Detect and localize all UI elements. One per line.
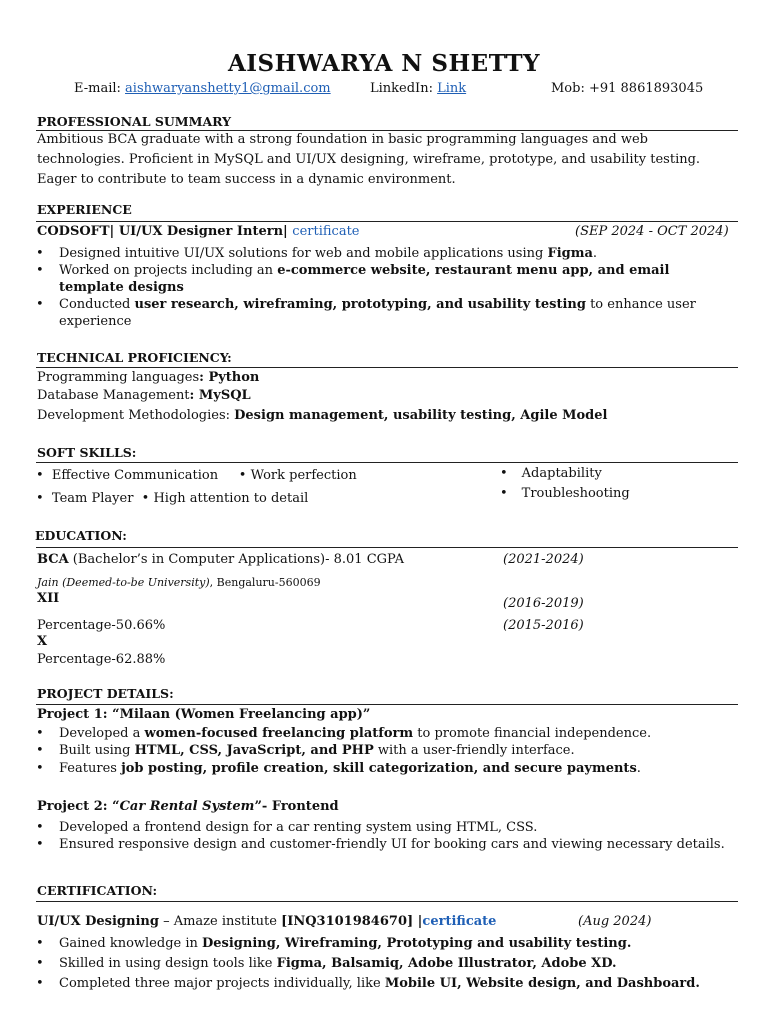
soft-skills-heading: SOFT SKILLS:: [37, 445, 137, 460]
education-xii-dates: (2016-2019): [503, 596, 584, 611]
experience-role: [37, 223, 360, 240]
certification-dates: (Aug 2024): [578, 914, 652, 929]
experience-bullet: • Conducted user research, wireframing, prototyping, and usability testing to enhance user experience: [36, 297, 696, 329]
experience-role-title: CODSOFT| UI/UX Designer Intern|: [37, 224, 293, 239]
summary-heading: PROFESSIONAL SUMMARY: [37, 114, 232, 129]
candidate-name: AISHWARYA N SHETTY: [227, 50, 541, 77]
soft-skills-row: • Team Player • High attention to detail: [36, 491, 309, 506]
soft-skill-item: • Adaptability: [500, 466, 602, 481]
certification-bullet: • Completed three major projects individually, like Mobile UI, Website design, and Dashboard.: [36, 976, 700, 991]
project-2-bullet: • Developed a frontend design for a car renting system using HTML, CSS.: [36, 820, 538, 835]
project-2-bullet: • Ensured responsive design and customer-friendly UI for booking cars and viewing necessary details.: [36, 837, 725, 852]
education-bca: BCA (Bachelor’s in Computer Applications)- 8.01 CGPA: [37, 552, 404, 567]
certification-certificate-link[interactable]: certificate: [422, 914, 497, 929]
education-x-dates: (2015-2016): [503, 618, 584, 633]
education-x-percentage: Percentage-62.88%: [37, 652, 166, 667]
linkedin-label: LinkedIn:: [370, 81, 438, 96]
tech-database: Database Management: MySQL: [37, 388, 251, 403]
soft-skills-divider: [36, 462, 738, 463]
certification-bullet: • Gained knowledge in Designing, Wireframing, Prototyping and usability testing.: [36, 936, 632, 951]
certification-divider: [36, 901, 738, 902]
email-link[interactable]: aishwaryanshetty1@gmail.com: [125, 81, 331, 96]
project-1-title: Project 1: “Milaan (Women Freelancing app)”: [37, 707, 371, 722]
projects-heading: PROJECT DETAILS:: [37, 686, 174, 701]
mobile-number: Mob: +91 8861893045: [551, 81, 704, 96]
soft-skill-item: • Troubleshooting: [500, 486, 630, 501]
certification-bullet: • Skilled in using design tools like Figma, Balsamiq, Adobe Illustrator, Adobe XD.: [36, 956, 617, 971]
email-line: [74, 80, 331, 97]
soft-skills-row: • Effective Communication • Work perfection: [36, 468, 357, 483]
certification-title: UI/UX Designing – Amaze institute [INQ3101984670] |certificate: [37, 914, 497, 929]
experience-divider: [36, 221, 738, 222]
summary-text: Ambitious BCA graduate with a strong foundation in basic programming languages and web technologies. Proficient in MySQL and UI/UX designing, wireframe, prototype, and usability testing. Eager to contribute to team success in a dynamic environment.: [37, 132, 701, 187]
education-university: Jain (Deemed-to-be University), Bengaluru-560069: [37, 576, 321, 589]
education-divider: [36, 547, 738, 548]
linkedin-link[interactable]: Link: [437, 81, 467, 96]
education-xii-percentage: Percentage-50.66%: [37, 618, 166, 633]
experience-bullet: • Designed intuitive UI/UX solutions for web and mobile applications using Figma.: [36, 246, 598, 261]
linkedin-line: [370, 80, 466, 97]
education-xii: XII: [37, 591, 60, 606]
project-2-title: Project 2: “Car Rental System”- Frontend: [37, 799, 339, 814]
certification-heading: CERTIFICATION:: [37, 883, 158, 898]
technical-heading: TECHNICAL PROFICIENCY:: [37, 350, 232, 365]
project-1-bullet: • Built using HTML, CSS, JavaScript, and PHP with a user-friendly interface.: [36, 743, 575, 758]
tech-programming: Programming languages: Python: [37, 370, 260, 385]
project-1-bullet: • Developed a women-focused freelancing platform to promote financial independence.: [36, 726, 652, 741]
education-heading: EDUCATION:: [35, 528, 127, 543]
technical-divider: [36, 367, 738, 368]
experience-dates: (SEP 2024 - OCT 2024): [575, 224, 729, 239]
experience-certificate-link[interactable]: certificate: [292, 224, 360, 239]
education-x: X: [37, 634, 48, 649]
experience-heading: EXPERIENCE: [37, 202, 132, 217]
experience-bullet: • Worked on projects including an e-commerce website, restaurant menu app, and email template designs: [36, 263, 670, 295]
project-1-bullet: • Features job posting, profile creation, skill categorization, and secure payments.: [36, 761, 641, 776]
projects-divider: [36, 704, 738, 705]
tech-methodologies: Development Methodologies: Design management, usability testing, Agile Model: [37, 408, 608, 423]
email-label: E-mail:: [74, 81, 126, 96]
education-bca-dates: (2021-2024): [503, 552, 584, 567]
